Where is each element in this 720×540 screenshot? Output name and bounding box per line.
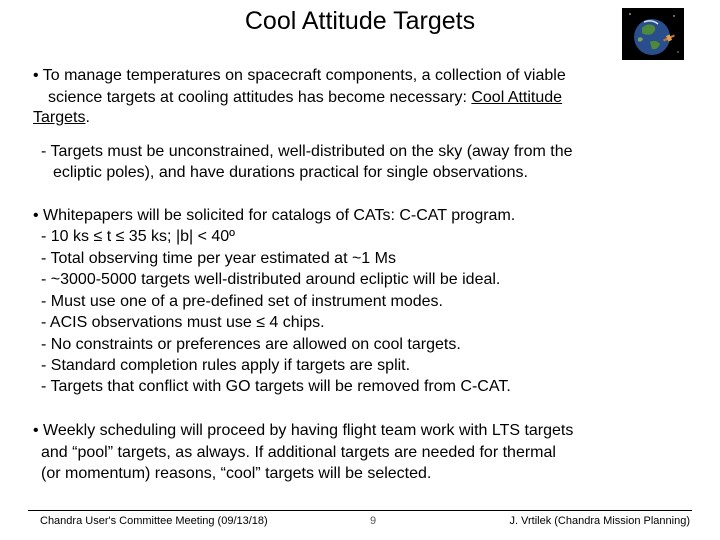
bullet-3-line-1: • Weekly scheduling will proceed by having flight team work with LTS targets	[33, 422, 574, 439]
page-number: 9	[370, 515, 377, 527]
bullet-2-item: - Standard completion rules apply if targets are split.	[41, 357, 411, 374]
bullet-2-item: - Total observing time per year estimated at ~1 Ms	[41, 250, 396, 267]
bullet-2-item: - ACIS observations must use ≤ 4 chips.	[41, 314, 325, 331]
bullet-1-line-2	[48, 88, 562, 108]
bullet-2-item: - ~3000-5000 targets well-distributed around ecliptic will be ideal.	[41, 271, 501, 288]
bullet-1-line-1: • To manage temperatures on spacecraft components, a collection of viable	[33, 67, 566, 84]
footer-meeting: Chandra User's Committee Meeting (09/13/18)	[40, 515, 268, 527]
cool-attitude-term: Cool Attitude	[471, 89, 563, 106]
slide-title: Cool Attitude Targets	[244, 7, 476, 35]
targets-term: Targets	[33, 109, 86, 126]
sub-1-line-1: - Targets must be unconstrained, well-distributed on the sky (away from the	[41, 143, 573, 160]
bullet-2-item: - Must use one of a pre-defined set of instrument modes.	[41, 293, 443, 310]
bullet-2-item: - 10 ks ≤ t ≤ 35 ks; |b| < 40º	[41, 228, 236, 245]
bullet-1-line-3	[33, 108, 90, 128]
footer-author: J. Vrtilek (Chandra Mission Planning)	[509, 515, 690, 527]
bullet-2-intro: • Whitepapers will be solicited for catalogs of CATs: C-CAT program.	[33, 207, 516, 224]
bullet-3-line-2: and “pool” targets, as always. If additional targets are needed for thermal	[41, 444, 556, 461]
bullet-1-period: .	[85, 109, 90, 126]
bullet-1-line-2-text: science targets at cooling attitudes has become necessary:	[48, 89, 472, 106]
bullet-2-item: - No constraints or preferences are allowed on cool targets.	[41, 336, 461, 353]
bullet-2-item: - Targets that conflict with GO targets will be removed from C-CAT.	[41, 378, 511, 395]
earth-with-spacecraft-icon	[622, 8, 684, 60]
footer-divider	[28, 510, 692, 511]
bullet-3-line-3: (or momentum) reasons, “cool” targets will be selected.	[41, 465, 432, 482]
sub-1-line-2: ecliptic poles), and have durations practical for single observations.	[53, 164, 528, 181]
